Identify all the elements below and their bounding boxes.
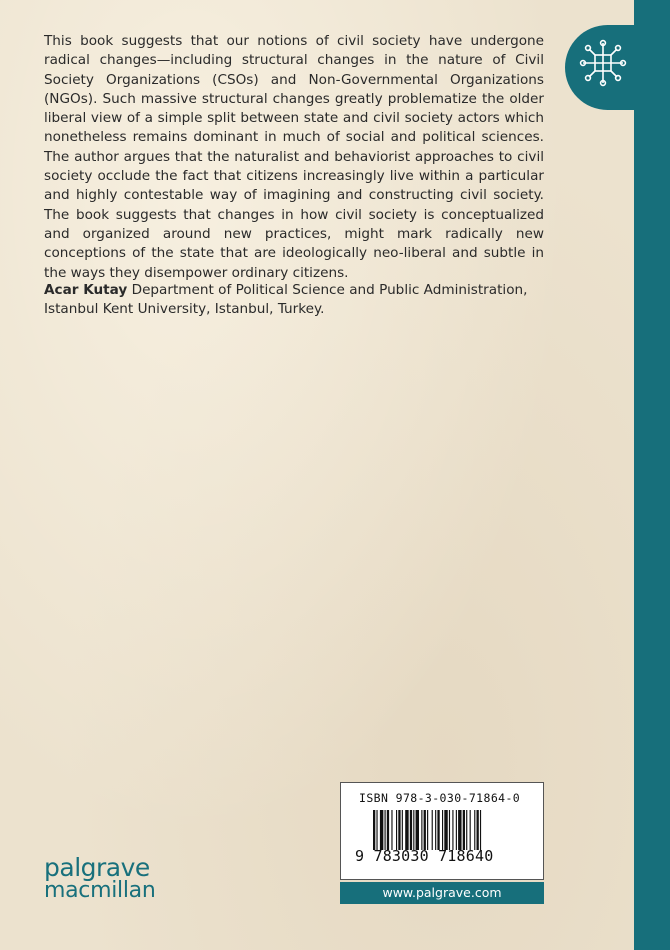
publisher-website: www.palgrave.com [340,882,544,904]
barcode-bar [405,810,408,850]
publisher-badge [565,25,670,110]
barcode-bar [470,810,471,850]
publisher-logo-line1: palgrave [44,853,150,882]
publisher-logo [44,855,156,902]
barcode-bar [480,810,481,850]
barcode [373,810,523,850]
barcode-bar [387,810,389,850]
palgrave-network-icon [575,35,631,91]
barcode-bar [373,810,375,850]
book-description: This book suggests that our notions of civil society have undergone radical changes—including structural changes in the nature of Civil Society Organizations (CSOs) and Non-Governmental Organizations (NGOs). Such massive structural changes greatly problematize the older liberal view of a simple split between state and civil society actors which nonetheless remains dominant in much of social and political sciences. The author argues that the naturalist and behaviorist approaches to civil society occlude the fact that citizens increasingly live within a particular and highly contestable way of imagining and constructing civil society. The book suggests that changes in how civil society is conceptualized and organized around new practices, might mark radically new conceptions of the state that are ideologically neo-liberal and subtle in the ways they disempower ordinary citizens. [44,33,544,281]
barcode-bar [435,810,436,850]
barcode-bar [402,810,403,850]
barcode-bar [458,810,461,850]
barcode-bar [380,810,383,850]
author-bio [44,281,544,320]
publisher-logo-line2: macmillan [44,878,156,903]
barcode-bar [442,810,443,850]
isbn-label: ISBN 978-3-030-71864-0 [359,791,521,805]
barcode-bar [376,810,377,850]
barcode-bar [421,810,422,850]
barcode-bar [410,810,412,850]
barcode-bar [452,810,453,850]
author-affiliation: Department of Political Science and Public Administration, Istanbul Kent University, Istanbul, Turkey. [44,282,528,318]
barcode-bar [466,810,467,850]
barcode-bar [463,810,465,850]
barcode-bar [398,810,400,850]
author-name: Acar Kutay [44,282,128,298]
barcode-bar [427,810,428,850]
barcode-bar [391,810,392,850]
barcode-bar [437,810,439,850]
barcode-bar [424,810,426,850]
barcode-bar [385,810,386,850]
isbn-barcode-block [340,782,544,880]
barcode-bar [444,810,447,850]
barcode-bar [449,810,450,850]
barcode-bar [432,810,433,850]
barcode-bar [456,810,457,850]
spine-strip [634,0,670,950]
barcode-bar [474,810,475,850]
barcode-bar [477,810,479,850]
barcode-bar [396,810,397,850]
barcode-bar [413,810,414,850]
barcode-digits: 9 783030 718640 [355,847,494,865]
barcode-bar [416,810,419,850]
